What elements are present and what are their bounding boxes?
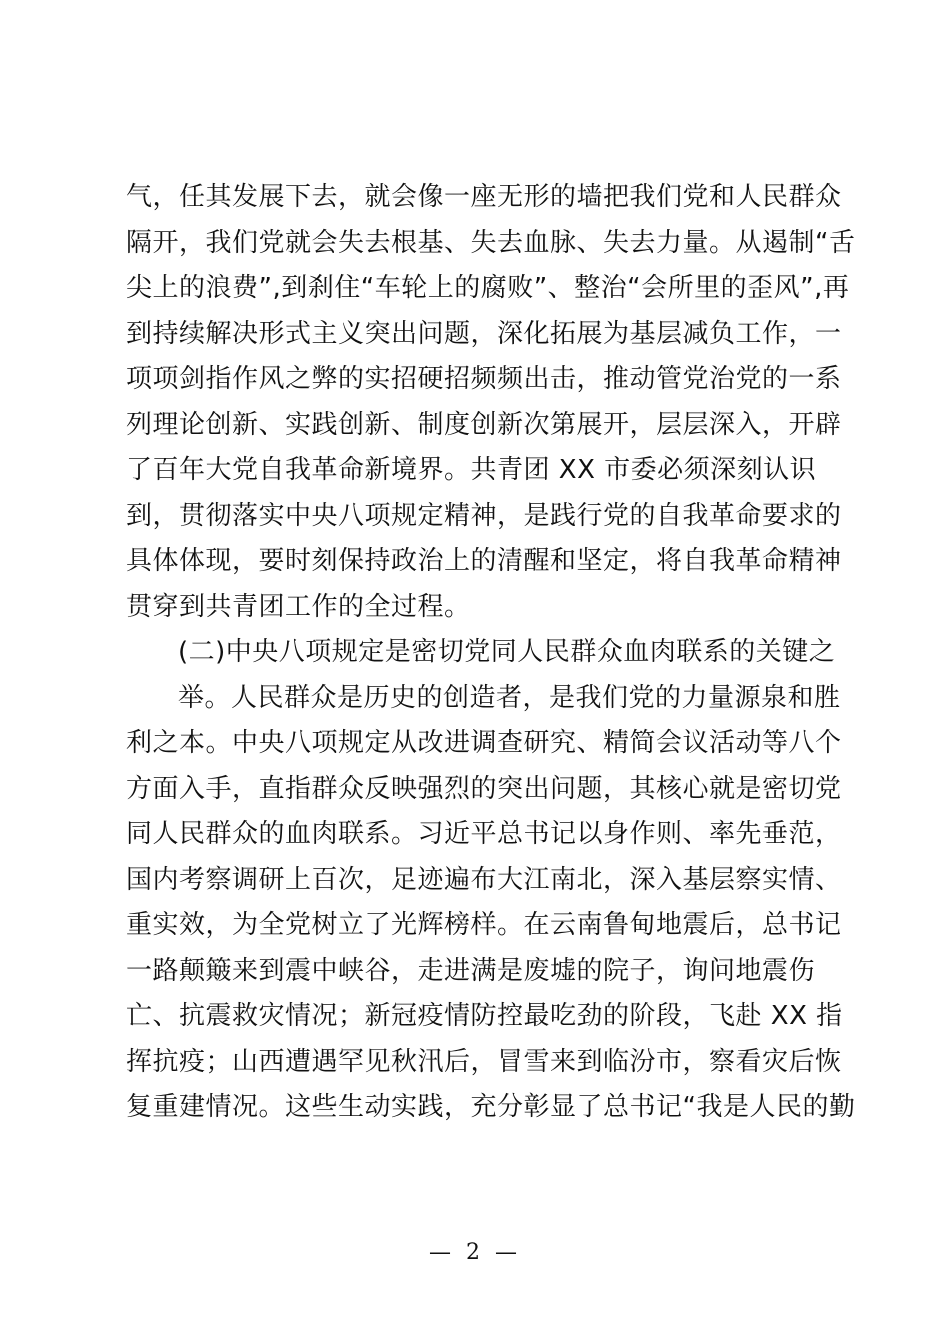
text-line: 气，任其发展下去，就会像一座无形的墙把我们党和人民群众 [126, 182, 842, 212]
text-line: 隔开，我们党就会失去根基、失去血脉、失去力量。从遏制“舌 [126, 227, 856, 258]
text-line: 尖上的浪费”,到刹住“车轮上的腐败”、整治“会所里的歪风”,再 [126, 273, 850, 303]
page-number: — 2 — [429, 1240, 521, 1265]
text-line: 利之本。中央八项规定从改进调查研究、精简会议活动等八个 [126, 728, 842, 758]
text-line: 方面入手，直指群众反映强烈的突出问题，其核心就是密切党 [126, 773, 842, 804]
body-text [126, 175, 856, 1131]
text-line: 同人民群众的血肉联系。习近平总书记以身作则、率先垂范， [126, 819, 842, 849]
text-line: 项项剑指作风之弊的实招硬招频频出击，推动管党治党的一系 [126, 364, 842, 394]
section-heading: (二)中央八项规定是密切党同人民群众血肉联系的关键之 [178, 637, 836, 667]
text-line: 列理论创新、实践创新、制度创新次第展开，层层深入，开辟 [126, 409, 842, 440]
text-line: 重实效，为全党树立了光辉榜样。在云南鲁甸地震后，总书记 [126, 910, 842, 940]
text-line: 贯穿到共青团工作的全过程。 [126, 591, 471, 622]
text-line: 亡、抗震救灾情况；新冠疫情防控最吃劲的阶段，飞赴 XX 指 [126, 1001, 843, 1031]
text-line: 具体体现，要时刻保持政治上的清醒和坚定，将自我革命精神 [126, 546, 842, 576]
text-line: 一路颠簸来到震中峡谷，走进满是废墟的院子，询问地震伤 [126, 955, 816, 986]
text-line: 国内考察调研上百次，足迹遍布大江南北，深入基层察实情、 [126, 864, 842, 895]
text-line: 了百年大党自我革命新境界。共青团 XX 市委必须深刻认识 [126, 455, 817, 485]
text-line: 复重建情况。这些生动实践，充分彰显了总书记“我是人民的勤 [126, 1092, 856, 1122]
text-line: 举。人民群众是历史的创造者，是我们党的力量源泉和胜 [178, 682, 841, 713]
text-line: 到持续解决形式主义突出问题，深化拓展为基层减负工作，一 [126, 318, 842, 349]
text-line: 到，贯彻落实中央八项规定精神，是践行党的自我革命要求的 [126, 500, 842, 531]
text-line: 挥抗疫；山西遭遇罕见秋汛后，冒雪来到临汾市，察看灾后恢 [126, 1046, 842, 1077]
